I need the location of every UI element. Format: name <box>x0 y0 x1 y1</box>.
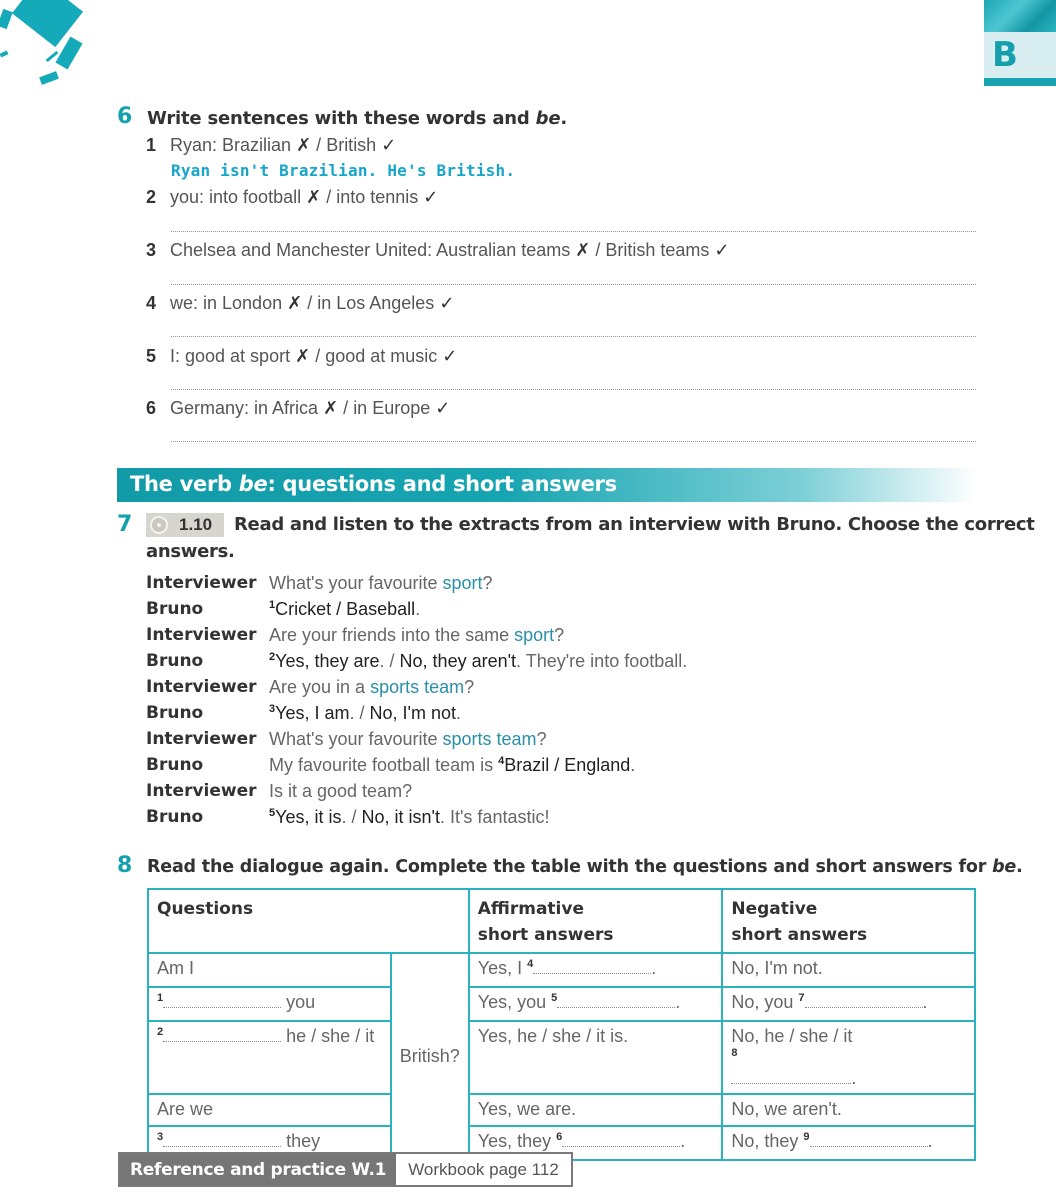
table-row <box>148 1021 975 1094</box>
exercise-6-item-6: 6 Germany: in Africa ✗ / in Europe ✓ <box>146 398 451 418</box>
negative-cell: No, I'm not. <box>722 953 975 987</box>
gap-7[interactable] <box>805 994 923 1008</box>
exercise-8-instruction: Read the dialogue again. Complete the table with the questions and short answers for be. <box>147 857 1023 877</box>
answer-option[interactable]: No, I'm not <box>369 703 456 723</box>
answer-option[interactable]: No, it isn't <box>361 807 440 827</box>
dialogue-line: Are you in a sports team? <box>269 677 475 697</box>
answer-line-6[interactable] <box>171 441 976 442</box>
exercise-6-item-1: 1 Ryan: Brazilian ✗ / British ✓ <box>146 135 397 155</box>
unit-letter: B <box>992 35 1018 75</box>
affirmative-cell: Yes, he / she / it is. <box>469 1021 723 1094</box>
shared-british-cell: British? <box>391 953 469 1160</box>
header-questions: Questions <box>148 889 469 953</box>
speaker-name: Bruno <box>146 755 204 775</box>
answer-option[interactable]: Brazil / England <box>504 755 631 775</box>
dialogue-line: $^3$Yes, I am. / No, I'm not. <box>269 703 461 723</box>
exercise-number: 8 <box>117 853 133 878</box>
dialogue-line: $^2$Yes, they are. / No, they aren't. They're into football. <box>269 651 688 671</box>
speaker-name: Bruno <box>146 703 204 723</box>
gap-3[interactable] <box>163 1133 281 1147</box>
answer-line-3[interactable] <box>171 284 976 285</box>
exercise-6-item-3: 3 Chelsea and Manchester United: Australian teams ✗ / British teams ✓ <box>146 240 730 260</box>
table-row <box>148 953 975 987</box>
cross-icon: ✗ <box>323 398 339 418</box>
answer-line-5[interactable] <box>171 389 976 390</box>
dialogue-line: $^5$Yes, it is. / No, it isn't. It's fantastic! <box>269 807 550 827</box>
dialogue-line: Are your friends into the same sport? <box>269 625 565 645</box>
table-header-row <box>148 889 975 953</box>
exercise-6-item-2: 2 you: into football ✗ / into tennis ✓ <box>146 187 439 207</box>
question-cell: $^1$ you <box>148 987 391 1021</box>
affirmative-cell: Yes, I $^4$ . <box>469 953 723 987</box>
answer-line-2[interactable] <box>171 231 976 232</box>
affirmative-cell: Yes, they $^6$ . <box>469 1126 723 1160</box>
speaker-name: Interviewer <box>146 677 257 697</box>
answer-option[interactable]: Yes, they are <box>275 651 380 671</box>
cross-icon: ✗ <box>306 187 322 207</box>
question-cell: $^2$ he / she / it <box>148 1021 391 1094</box>
unit-tab <box>984 0 1056 86</box>
reference-link[interactable]: Reference and practice W.1 <box>120 1154 396 1185</box>
gap-8[interactable] <box>731 1080 851 1084</box>
cross-icon: ✗ <box>575 240 591 260</box>
table-row <box>148 1094 975 1126</box>
speaker-name: Bruno <box>146 599 204 619</box>
gap-1[interactable] <box>163 994 281 1008</box>
gap-4[interactable] <box>533 960 651 974</box>
check-icon: ✓ <box>442 346 458 366</box>
check-icon: ✓ <box>381 135 397 155</box>
affirmative-cell: Yes, you $^5$ . <box>469 987 723 1021</box>
exercise-7-instruction: Read and listen to the extracts from an interview with Bruno. Choose the correct <box>234 514 1035 535</box>
answer-option[interactable]: No, they aren't <box>399 651 517 671</box>
table-row <box>148 987 975 1021</box>
speaker-name: Interviewer <box>146 729 257 749</box>
answer-option[interactable]: Yes, it is <box>275 807 342 827</box>
grammar-table <box>147 888 976 1161</box>
gap-6[interactable] <box>562 1133 680 1147</box>
workbook-reference: Workbook page 112 <box>396 1154 571 1185</box>
exercise-number: 6 <box>117 104 133 129</box>
decorative-shards <box>0 0 100 90</box>
reference-box <box>118 1152 573 1187</box>
cross-icon: ✗ <box>296 135 312 155</box>
question-cell: $^3$ they <box>148 1126 391 1160</box>
answer-line-4[interactable] <box>171 336 976 337</box>
cd-icon <box>150 516 168 534</box>
example-answer: Ryan isn't Brazilian. He's British. <box>171 161 516 180</box>
negative-cell: No, he / she / it $^8$ . <box>722 1021 975 1094</box>
question-cell: Are we <box>148 1094 391 1126</box>
dialogue-line: What's your favourite sport? <box>269 573 493 593</box>
affirmative-cell: Yes, we are. <box>469 1094 723 1126</box>
speaker-name: Bruno <box>146 807 204 827</box>
speaker-name: Bruno <box>146 651 204 671</box>
dialogue-line: $^1$Cricket / Baseball. <box>269 599 421 619</box>
exercise-6-title: Write sentences with these words and be. <box>147 108 567 129</box>
audio-track-button[interactable] <box>146 513 224 537</box>
speaker-name: Interviewer <box>146 781 257 801</box>
dialogue-line: What's your favourite sports team? <box>269 729 547 749</box>
answer-option[interactable]: Yes, I am <box>275 703 350 723</box>
answer-option[interactable]: Cricket / Baseball <box>275 599 416 619</box>
speaker-name: Interviewer <box>146 573 257 593</box>
exercise-7-instruction-cont: answers. <box>146 541 235 562</box>
speaker-name: Interviewer <box>146 625 257 645</box>
gap-5[interactable] <box>557 994 675 1008</box>
check-icon: ✓ <box>439 293 455 313</box>
negative-cell: No, we aren't. <box>722 1094 975 1126</box>
check-icon: ✓ <box>423 187 439 207</box>
audio-track-number: 1.10 <box>179 515 213 534</box>
header-affirmative: Affirmative short answers <box>469 889 723 953</box>
check-icon: ✓ <box>714 240 730 260</box>
exercise-number: 7 <box>117 512 133 537</box>
negative-cell: No, you $^7$ . <box>722 987 975 1021</box>
dialogue-line: My favourite football team is $^4$Brazil / England. <box>269 755 636 775</box>
exercise-6-item-4: 4 we: in London ✗ / in Los Angeles ✓ <box>146 293 455 313</box>
gap-9[interactable] <box>810 1133 928 1147</box>
header-negative: Negative short answers <box>722 889 975 953</box>
cross-icon: ✗ <box>295 346 311 366</box>
check-icon: ✓ <box>435 398 451 418</box>
question-cell: Am I <box>148 953 391 987</box>
section-header: The verb be: questions and short answers <box>117 468 977 502</box>
exercise-6-item-5: 5 I: good at sport ✗ / good at music ✓ <box>146 346 458 366</box>
dialogue-line: Is it a good team? <box>269 781 413 801</box>
gap-2[interactable] <box>163 1028 281 1042</box>
cross-icon: ✗ <box>287 293 303 313</box>
negative-cell: No, they $^9$ . <box>722 1126 975 1160</box>
